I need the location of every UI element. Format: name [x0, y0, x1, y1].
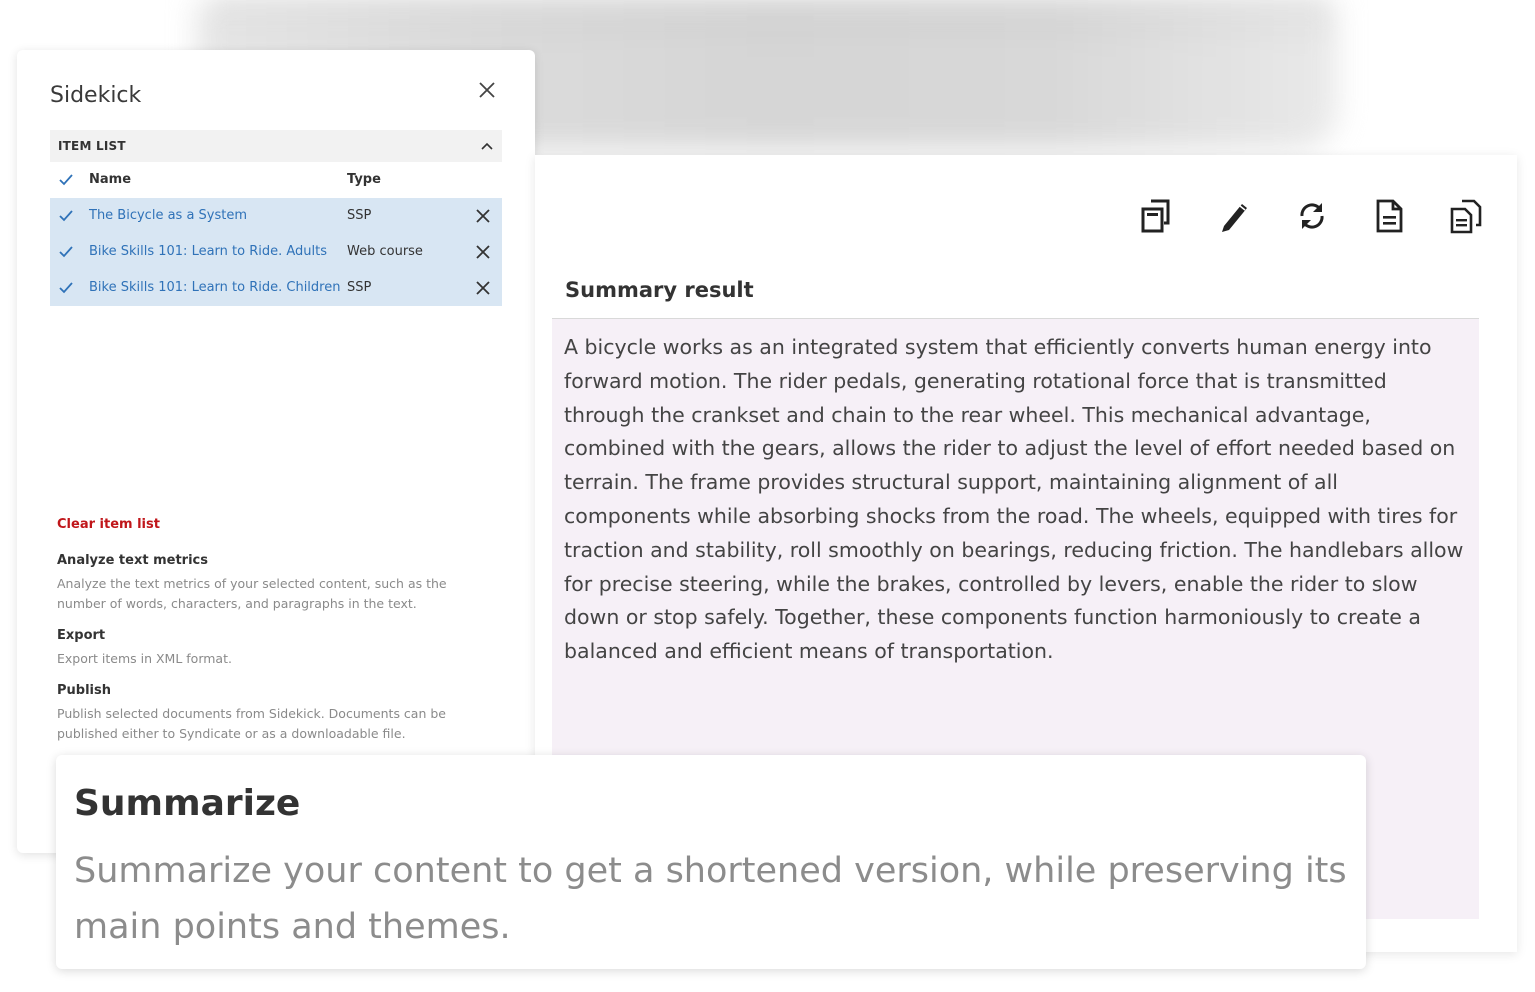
chevron-up-icon[interactable]	[480, 139, 494, 153]
pencil-icon[interactable]	[1216, 197, 1254, 235]
action-publish[interactable]	[57, 683, 497, 744]
item-list-header[interactable]	[50, 130, 502, 162]
action-title: Export	[57, 628, 106, 643]
check-icon[interactable]	[59, 246, 73, 258]
action-description: Analyze the text metrics of your selected content, such as the number of words, characters, and paragraphs in the text.	[57, 576, 447, 611]
summary-result-text: A bicycle works as an integrated system that efficiently converts human energy into forward motion. The rider pedals, generating rotational force that is transmitted through the crankset and chain to the rear wheel. This mechanical advantage, combined with the gears, allows the rider to adjust the level of effort needed based on terrain. The frame provides structural support, maintaining alignment of all components while absorbing shocks from the road. The wheels, equipped with tires for traction and stability, roll smoothly on bearings, reducing friction. The handlebars allow for precise steering, while the brakes, controlled by levers, enable the rider to slow down or stop safely. Together, these components function harmoniously to create a balanced and efficient means of transportation.	[564, 335, 1464, 664]
item-type: SSP	[347, 208, 372, 223]
action-description: Export items in XML format.	[57, 651, 232, 666]
column-name: Name	[89, 172, 132, 187]
summarize-tooltip	[56, 755, 1366, 969]
document-icon[interactable]	[1370, 197, 1408, 235]
item-type: Web course	[347, 244, 423, 259]
clear-item-list-link[interactable]: Clear item list	[57, 517, 160, 532]
tooltip-description: Summarize your content to get a shortened version, while preserving its main points and themes.	[74, 851, 1347, 947]
item-list-column-headers	[50, 162, 502, 198]
item-row[interactable]	[50, 270, 502, 306]
action-description: Publish selected documents from Sidekick. Documents can be published either to Syndicate or as a downloadable file.	[57, 706, 446, 741]
check-icon[interactable]	[59, 210, 73, 222]
documents-icon[interactable]	[1447, 197, 1485, 235]
item-row[interactable]	[50, 234, 502, 270]
sidekick-title: Sidekick	[50, 83, 142, 108]
item-name[interactable]: Bike Skills 101: Learn to Ride. Children	[89, 280, 341, 295]
action-title: Analyze text metrics	[57, 553, 208, 568]
item-name[interactable]: Bike Skills 101: Learn to Ride. Adults	[89, 244, 328, 259]
action-title: Publish	[57, 683, 111, 698]
item-type: SSP	[347, 280, 372, 295]
remove-icon[interactable]	[476, 281, 490, 295]
tooltip-title: Summarize	[74, 783, 301, 824]
item-list-header-label: ITEM LIST	[58, 139, 126, 153]
select-all-check-icon[interactable]	[59, 174, 73, 186]
item-row[interactable]	[50, 198, 502, 234]
remove-icon[interactable]	[476, 245, 490, 259]
close-icon[interactable]	[477, 80, 497, 100]
remove-icon[interactable]	[476, 209, 490, 223]
column-type: Type	[347, 172, 381, 187]
item-list	[50, 130, 502, 306]
summary-result-title: Summary result	[565, 278, 754, 302]
item-name[interactable]: The Bicycle as a System	[89, 208, 248, 223]
action-export[interactable]	[57, 628, 497, 669]
check-icon[interactable]	[59, 282, 73, 294]
action-analyze-text-metrics[interactable]	[57, 553, 497, 614]
refresh-icon[interactable]	[1293, 197, 1331, 235]
copy-icon[interactable]	[1138, 197, 1176, 235]
sidekick-panel	[17, 50, 535, 853]
